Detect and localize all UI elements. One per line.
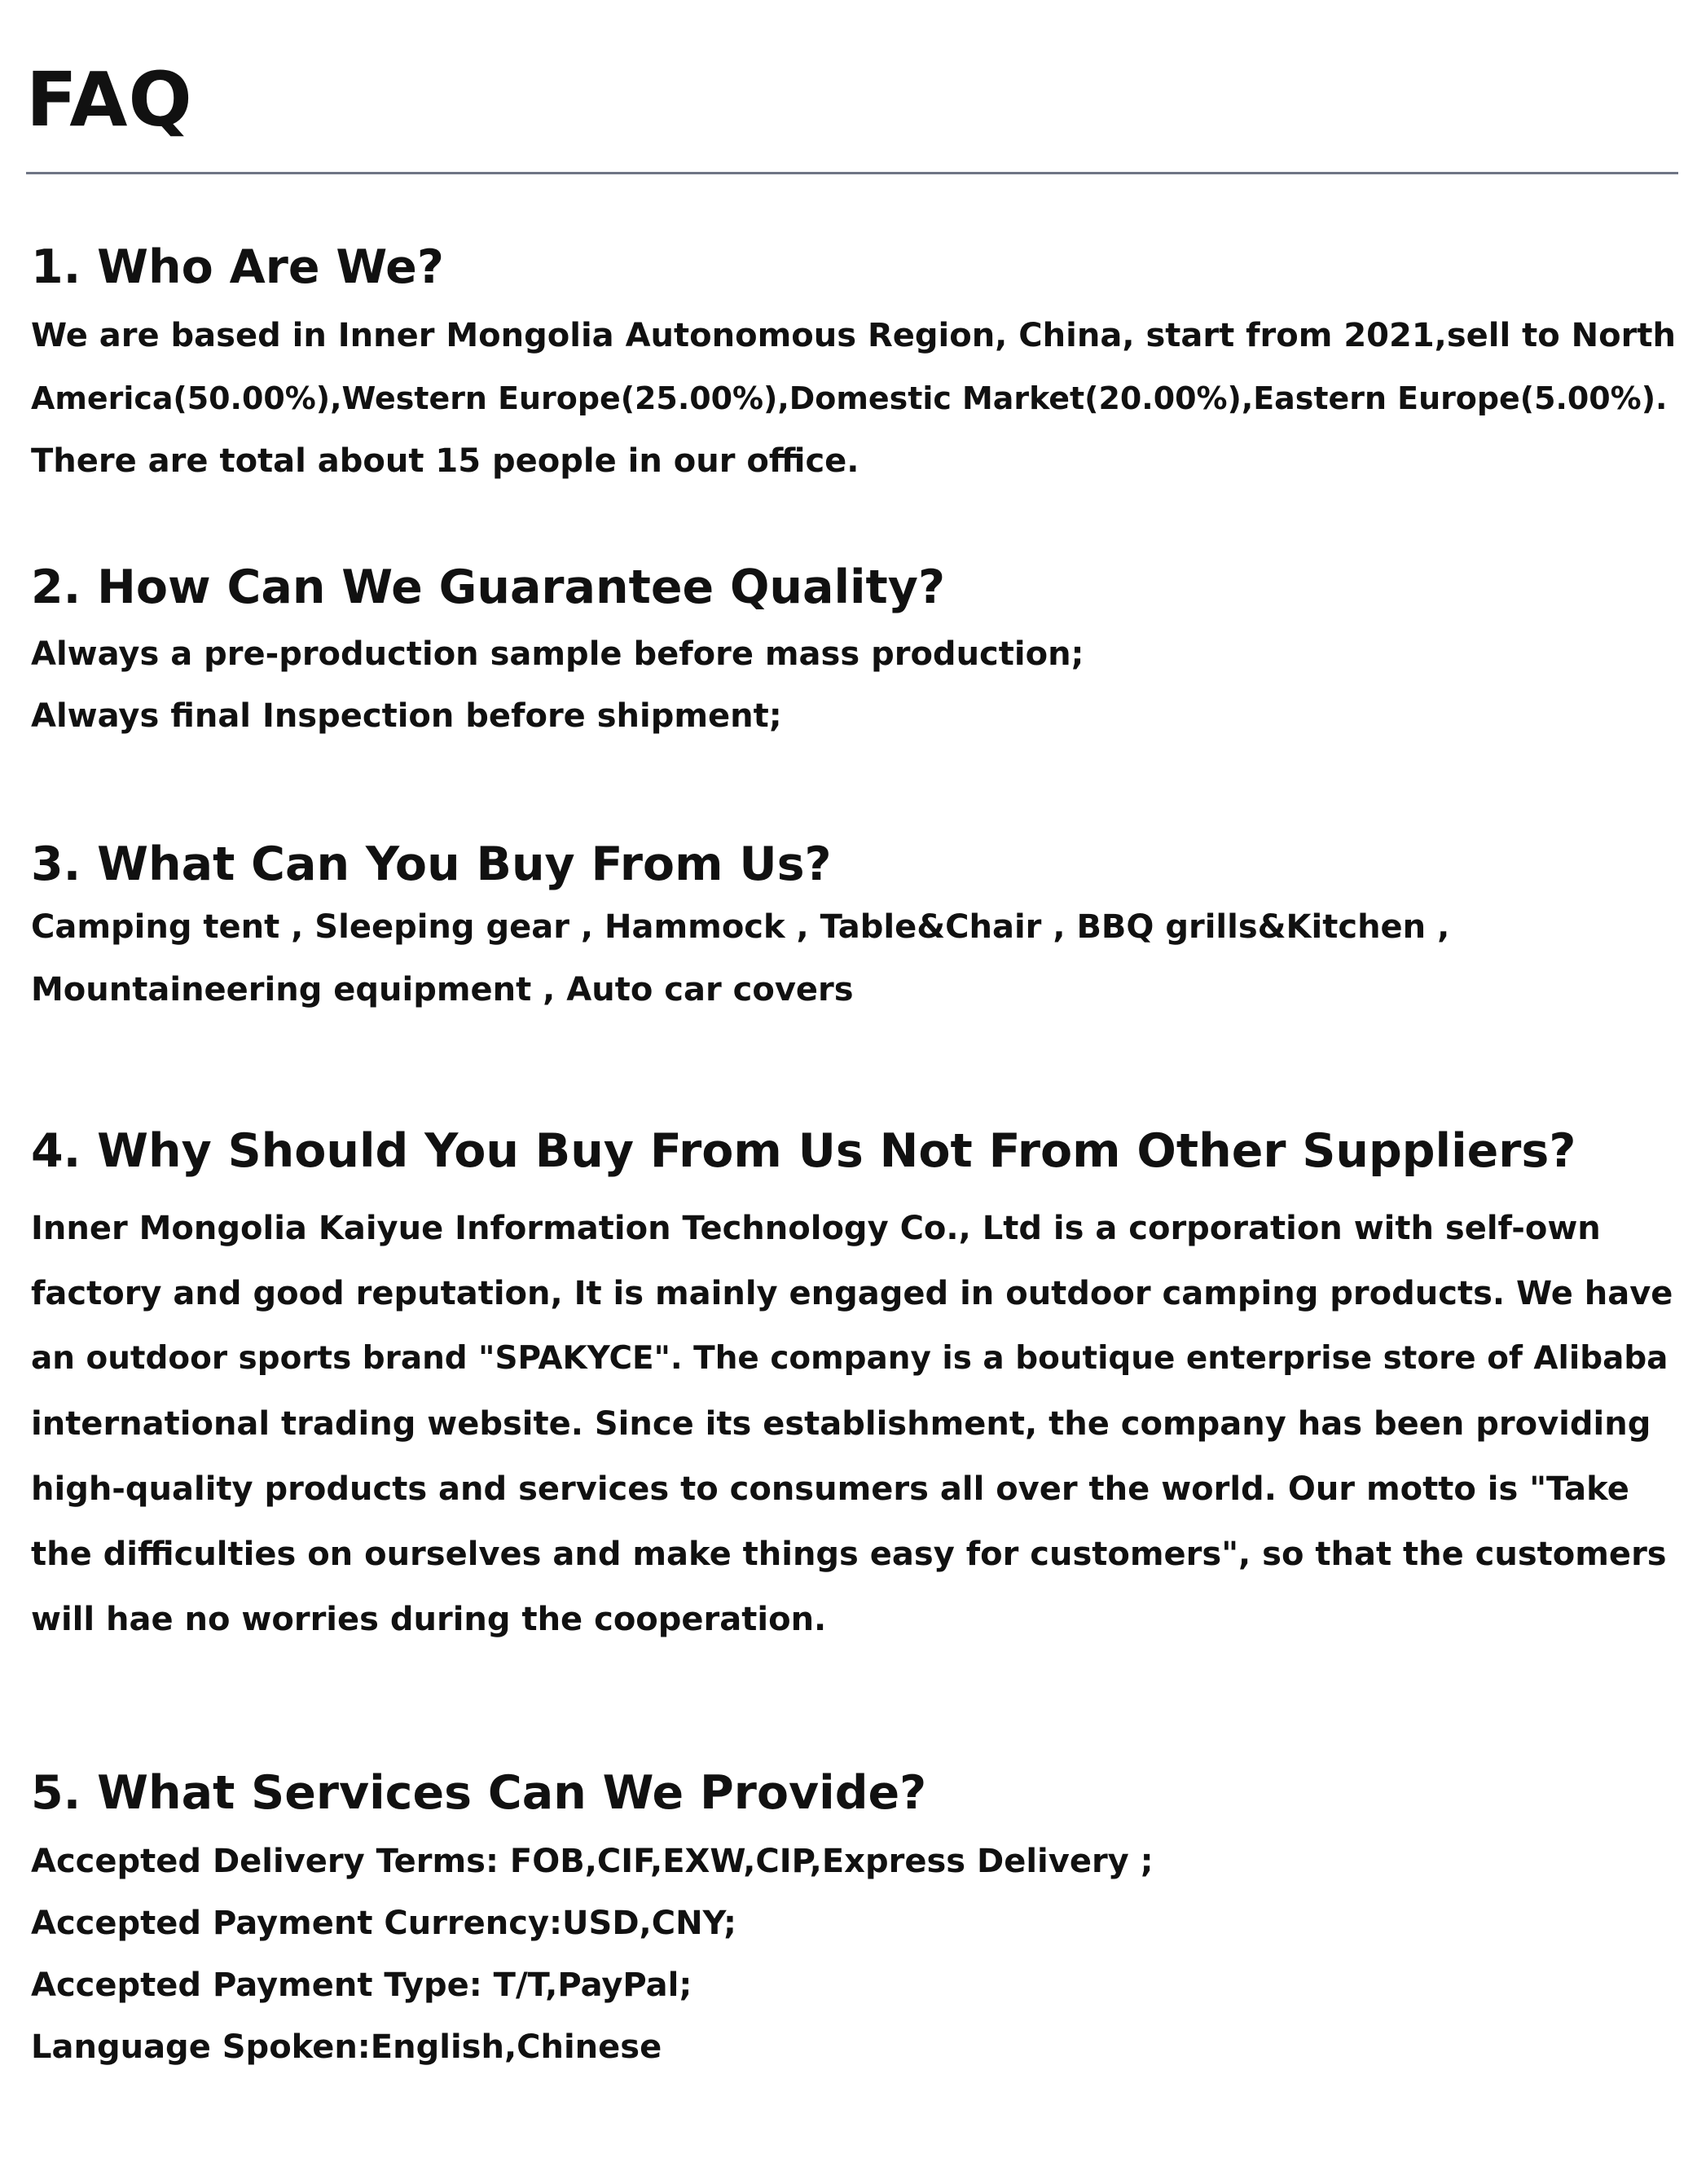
answer-line: Always final Inspection before shipment;: [31, 697, 782, 735]
faq-answer: [31, 896, 1677, 1022]
answer-line: the difficulties on ourselves and make things easy for customers", so that the customers: [31, 1536, 1667, 1573]
answer-line: America(50.00%),Western Europe(25.00%),Domestic Market(20.00%),Eastern Europe(5.00%).: [31, 380, 1668, 416]
faq-question: 3. What Can You Buy From Us?: [31, 837, 832, 891]
title-divider: [26, 172, 1678, 174]
faq-section-services: [31, 1760, 1677, 2078]
faq-question: 2. How Can We Guarantee Quality?: [31, 560, 946, 614]
answer-line: will hae no worries during the cooperation.: [31, 1601, 827, 1638]
faq-answer: [31, 623, 1677, 747]
answer-line: Mountaineering equipment , Auto car covers: [31, 971, 854, 1009]
answer-line: an outdoor sports brand "SPAKYCE". The company is a boutique enterprise store of Alibaba: [31, 1340, 1668, 1377]
faq-section-quality: [31, 555, 1677, 747]
answer-line: international trading website. Since its establishment, the company has been providing: [31, 1405, 1651, 1443]
answer-line: Always a pre-production sample before mass production;: [31, 635, 1084, 673]
answer-line: Accepted Payment Type: T/T,PayPal;: [31, 1966, 692, 2004]
answer-line: Language Spoken:English,Chinese: [31, 2028, 662, 2066]
answer-line: Accepted Payment Currency:USD,CNY;: [31, 1905, 737, 1942]
answer-line: There are total about 15 people in our office.: [31, 442, 859, 480]
answer-line: Accepted Delivery Terms: FOB,CIF,EXW,CIP,Express Delivery ;: [31, 1843, 1154, 1880]
answer-line: Inner Mongolia Kaiyue Information Technology Co., Ltd is a corporation with self-own: [31, 1210, 1601, 1247]
faq-answer: [31, 305, 1677, 493]
faq-section-products: [31, 832, 1677, 1022]
faq-question: 5. What Services Can We Provide?: [31, 1766, 927, 1820]
page-title: FAQ: [26, 56, 193, 143]
answer-line: high-quality products and services to consumers all over the world. Our motto is "Take: [31, 1470, 1629, 1508]
faq-question: 4. Why Should You Buy From Us Not From Other Suppliers?: [31, 1124, 1576, 1178]
faq-section-why-us: [31, 1118, 1677, 1652]
faq-section-who-are-we: [31, 235, 1677, 493]
faq-answer: [31, 1196, 1677, 1652]
answer-line: factory and good reputation, It is mainly engaged in outdoor camping products. We have: [31, 1275, 1673, 1312]
answer-line: Camping tent , Sleeping gear , Hammock , Table&Chair , BBQ grills&Kitchen ,: [31, 908, 1450, 946]
faq-question: 1. Who Are We?: [31, 240, 444, 294]
answer-line: We are based in Inner Mongolia Autonomous Region, China, start from 2021,sell to North: [31, 317, 1676, 354]
faq-answer: [31, 1830, 1677, 2078]
